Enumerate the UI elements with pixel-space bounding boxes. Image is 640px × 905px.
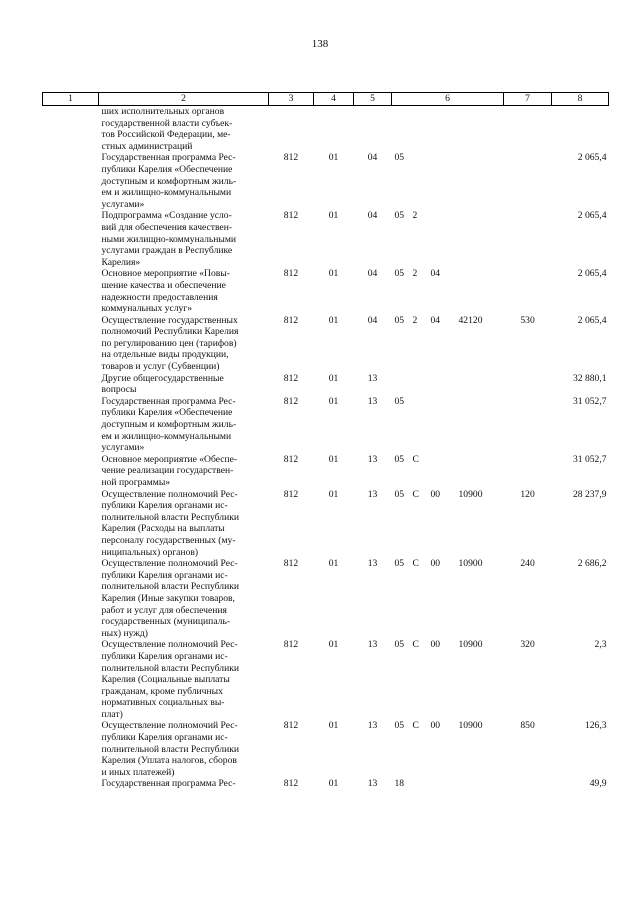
cell-c3: [428, 396, 456, 454]
cell-pr: 13: [367, 372, 378, 384]
cell-desc: Государственная программа Рес-: [101, 778, 236, 790]
cell-c4: [456, 210, 504, 268]
table-row: [43, 639, 609, 720]
cell-c2: С: [412, 558, 419, 570]
cell-col1: [43, 778, 99, 790]
cell-c4: [456, 373, 504, 396]
cell-gr: 812: [283, 720, 299, 732]
header-col-4: 4: [314, 93, 354, 106]
cell-rz: 01: [328, 453, 339, 465]
cell-pr: 04: [367, 210, 378, 222]
table-row: [43, 454, 609, 489]
cell-c2: [410, 778, 428, 790]
cell-desc: Подпрограмма «Создание усло- вий для обеспечения качествен- ными жилищно-коммунальными услугами граждан в Республике Карелия»: [101, 210, 237, 268]
table-row: [43, 268, 609, 314]
cell-desc: Основное мероприятие «Обеспе- чение реализации государствен- ной программы»: [101, 453, 238, 488]
cell-sum: 28 237,9: [572, 488, 607, 500]
cell-c4: 10900: [458, 488, 483, 500]
cell-c4: [456, 396, 504, 454]
cell-vr: [504, 210, 552, 268]
cell-gr: 812: [283, 778, 299, 790]
cell-pr: 13: [367, 453, 378, 465]
cell-desc: Осуществление полномочий Рес- публики Карелия органами ис- полнительной власти Республики Карелия (Иные закупки товаров, работ и услуг для обеспечения государственных (муниципаль- ных) нужд): [101, 558, 239, 639]
cell-c3: 00: [430, 639, 441, 651]
cell-c2: С: [412, 453, 419, 465]
cell-c4: 10900: [458, 639, 483, 651]
header-col-5: 5: [354, 93, 392, 106]
cell-desc: Другие общегосударственные вопросы: [101, 372, 224, 396]
cell-gr: 812: [283, 558, 299, 570]
cell-rz: [314, 106, 354, 153]
cell-pr: 13: [367, 558, 378, 570]
cell-desc: Осуществление полномочий Рес- публики Карелия органами ис- полнительной власти Республики Карелия (Уплата налогов, сборов и иных платежей): [101, 720, 239, 778]
cell-rz: 01: [328, 778, 339, 790]
cell-c3: [428, 778, 456, 790]
cell-rz: 01: [328, 639, 339, 651]
cell-col1: [43, 720, 99, 778]
cell-c2: [410, 396, 428, 454]
cell-rz: 01: [328, 488, 339, 500]
cell-sum: 2 065,4: [577, 314, 607, 326]
cell-desc: ших исполнительных органов государственной власти субъек- тов Российской Федерации, ме- стных администраций: [101, 106, 233, 152]
cell-col1: [43, 489, 99, 559]
cell-c4: 42120: [458, 314, 483, 326]
cell-c4: 10900: [458, 720, 483, 732]
cell-c3: 00: [430, 488, 441, 500]
cell-col1: [43, 373, 99, 396]
table-row: [43, 315, 609, 373]
cell-rz: 01: [328, 395, 339, 407]
cell-desc: Осуществление государственных полномочий Республики Карелия по регулированию цен (тарифов) на отдельные виды продукции, товаров и услуг (Субвенции): [101, 314, 239, 373]
cell-vr: [504, 778, 552, 790]
cell-col1: [43, 315, 99, 373]
cell-c3: 04: [430, 314, 441, 326]
table-row: [43, 489, 609, 559]
table-row: [43, 558, 609, 639]
cell-pr: 13: [367, 395, 378, 407]
cell-c2: С: [412, 720, 419, 732]
cell-c3: [428, 373, 456, 396]
cell-vr: [504, 454, 552, 489]
cell-sum: 31 052,7: [572, 395, 607, 407]
cell-vr: 850: [520, 720, 535, 732]
cell-c2: [410, 152, 428, 210]
table-body: [43, 106, 609, 791]
table-header: [43, 93, 609, 106]
cell-c1: [392, 373, 410, 396]
cell-c4: 10900: [458, 558, 483, 570]
cell-rz: 01: [328, 720, 339, 732]
cell-rz: 01: [328, 268, 339, 280]
budget-table: [42, 92, 609, 790]
cell-gr: 812: [283, 314, 299, 326]
cell-c1: 05: [394, 558, 405, 570]
cell-gr: [269, 106, 314, 153]
cell-vr: [504, 152, 552, 210]
cell-gr: 812: [283, 372, 299, 384]
cell-desc: Государственная программа Рес- публики Карелия «Обеспечение доступным и комфортным жиль- ем и жилищно-коммунальными услугами»: [101, 152, 237, 210]
cell-col1: [43, 210, 99, 268]
cell-vr: [504, 268, 552, 314]
cell-c1: 05: [394, 488, 405, 500]
cell-desc: Осуществление полномочий Рес- публики Карелия органами ис- полнительной власти Республики Карелия (Расходы на выплаты персоналу государственных (му- ниципальных) органов): [101, 488, 239, 558]
header-col-8: 8: [552, 93, 609, 106]
cell-desc: Государственная программа Рес- публики Карелия «Обеспечение доступным и комфортным жиль- ем и жилищно-коммунальными услугами»: [101, 395, 237, 454]
cell-pr: 13: [367, 720, 378, 732]
cell-sum: 2,3: [594, 639, 607, 651]
header-col-2: 2: [99, 93, 269, 106]
cell-sum: 2 065,4: [577, 152, 607, 164]
cell-pr: 04: [367, 268, 378, 280]
cell-c2: 2: [412, 268, 418, 280]
cell-vr: 240: [520, 558, 535, 570]
cell-gr: 812: [283, 152, 299, 164]
cell-gr: 812: [283, 639, 299, 651]
cell-c3: [428, 210, 456, 268]
cell-desc: Осуществление полномочий Рес- публики Карелия органами ис- полнительной власти Республики Карелия (Социальные выплаты гражданам, кроме публичных нормативных социальных вы- плат): [101, 639, 239, 720]
cell-vr: 530: [520, 314, 535, 326]
cell-sum: 32 880,1: [572, 372, 607, 384]
cell-c4: [456, 778, 504, 790]
cell-c1: 05: [394, 152, 405, 164]
cell-c1: 05: [394, 395, 405, 407]
cell-c1: 05: [394, 720, 405, 732]
cell-pr: 13: [367, 639, 378, 651]
cell-pr: [354, 106, 392, 153]
cell-c2: [410, 373, 428, 396]
cell-pr: 04: [367, 152, 378, 164]
header-col-6: 6: [392, 93, 504, 106]
cell-rz: 01: [328, 558, 339, 570]
cell-c1: 05: [394, 210, 405, 222]
cell-c3: [428, 152, 456, 210]
cell-vr: 120: [520, 488, 535, 500]
cell-c3: [428, 454, 456, 489]
cell-c2: С: [412, 488, 419, 500]
header-col-7: 7: [504, 93, 552, 106]
cell-col1: [43, 106, 99, 153]
cell-sum: 2 065,4: [577, 268, 607, 280]
cell-c2: [410, 106, 428, 153]
cell-rz: 01: [328, 210, 339, 222]
cell-c4: [456, 268, 504, 314]
cell-col1: [43, 639, 99, 720]
cell-col1: [43, 396, 99, 454]
cell-c4: [456, 152, 504, 210]
cell-gr: 812: [283, 210, 299, 222]
cell-c1: 05: [394, 453, 405, 465]
table-row: [43, 210, 609, 268]
cell-c4: [456, 106, 504, 153]
cell-sum: [552, 106, 609, 153]
table-row: [43, 396, 609, 454]
cell-gr: 812: [283, 268, 299, 280]
cell-c4: [456, 454, 504, 489]
cell-rz: 01: [328, 152, 339, 164]
cell-pr: 04: [367, 314, 378, 326]
cell-vr: [504, 373, 552, 396]
cell-c3: 00: [430, 558, 441, 570]
cell-desc: Основное мероприятие «Повы- шение качества и обеспечение надежности предоставления коммунальных услуг»: [101, 268, 230, 315]
cell-col1: [43, 152, 99, 210]
cell-c2: 2: [412, 210, 418, 222]
cell-c1: 18: [394, 778, 405, 790]
cell-gr: 812: [283, 488, 299, 500]
cell-pr: 13: [367, 488, 378, 500]
cell-c3: [428, 106, 456, 153]
table-row: [43, 778, 609, 790]
cell-vr: [504, 106, 552, 153]
cell-c3: 00: [430, 720, 441, 732]
cell-c3: 04: [430, 268, 441, 280]
cell-sum: 2 065,4: [577, 210, 607, 222]
cell-c1: 05: [394, 268, 405, 280]
cell-rz: 01: [328, 372, 339, 384]
cell-sum: 31 052,7: [572, 453, 607, 465]
cell-c1: 05: [394, 314, 405, 326]
header-col-3: 3: [269, 93, 314, 106]
cell-rz: 01: [328, 314, 339, 326]
header-col-1: 1: [43, 93, 99, 106]
cell-c1: [392, 106, 410, 153]
cell-col1: [43, 268, 99, 314]
cell-sum: 2 686,2: [577, 558, 607, 570]
cell-pr: 13: [367, 778, 378, 790]
table-row: [43, 720, 609, 778]
cell-c1: 05: [394, 639, 405, 651]
cell-col1: [43, 558, 99, 639]
cell-vr: 320: [520, 639, 535, 651]
cell-col1: [43, 454, 99, 489]
table-row: [43, 152, 609, 210]
cell-vr: [504, 396, 552, 454]
cell-c2: С: [412, 639, 419, 651]
cell-sum: 126,3: [584, 720, 607, 732]
cell-gr: 812: [283, 453, 299, 465]
table-row: [43, 373, 609, 396]
table-row: [43, 106, 609, 153]
cell-gr: 812: [283, 395, 299, 407]
cell-c2: 2: [412, 314, 418, 326]
page-number: 138: [311, 38, 329, 50]
cell-sum: 49,9: [589, 778, 607, 790]
